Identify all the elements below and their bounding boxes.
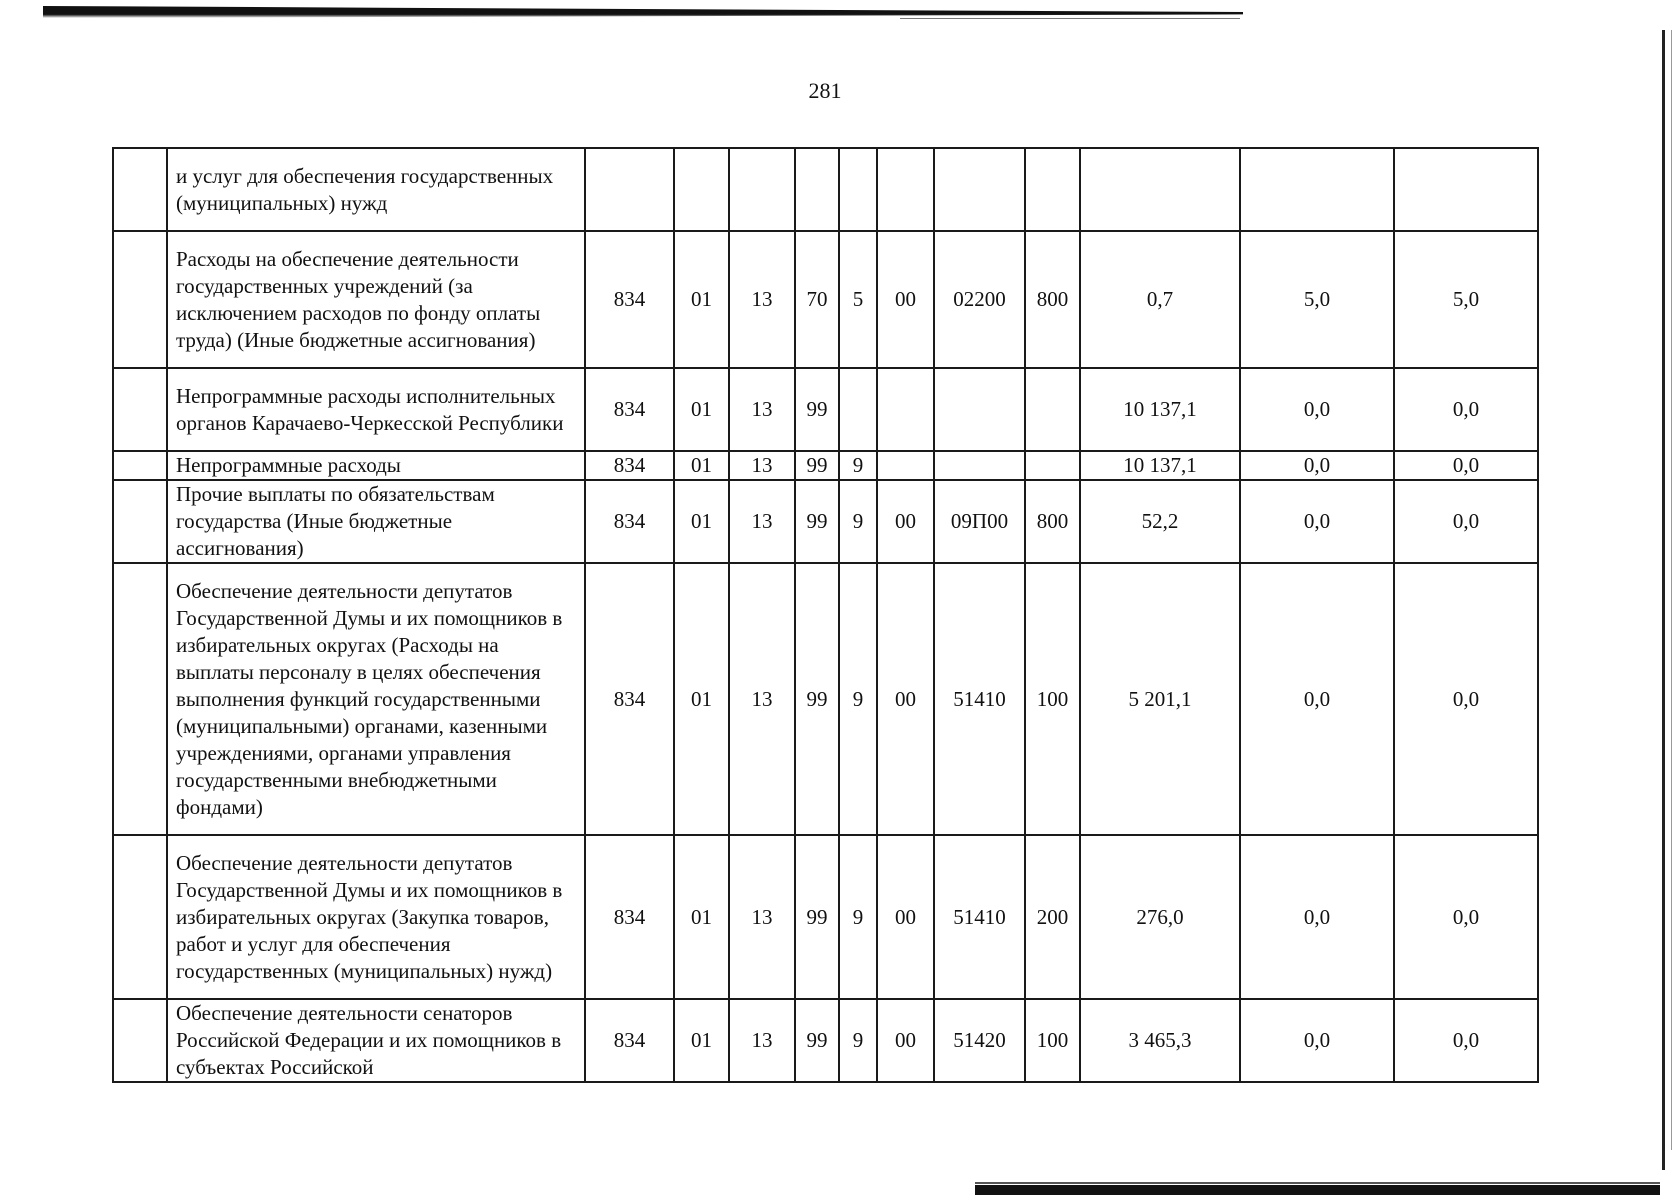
program-cell: 99 bbox=[795, 999, 839, 1082]
row-number-cell bbox=[113, 563, 167, 835]
description-cell: Обеспечение деятельности депутатов Государственной Думы и их помощников в избирательных округах (Расходы на выплаты персоналу в целях обеспечения выполнения функций государственными (муниципальными) органами, казенными учреждениями, органами управления государственными внебюджетными фондами) bbox=[167, 563, 585, 835]
row-number-cell bbox=[113, 999, 167, 1082]
admin-code-cell: 834 bbox=[585, 835, 674, 999]
program-cell: 99 bbox=[795, 563, 839, 835]
table-row bbox=[113, 451, 1538, 480]
admin-code-cell: 834 bbox=[585, 451, 674, 480]
section-cell bbox=[674, 148, 729, 231]
row-number-cell bbox=[113, 368, 167, 451]
section-cell: 01 bbox=[674, 563, 729, 835]
scan-edge-bottom bbox=[975, 1185, 1660, 1195]
admin-code-cell bbox=[585, 148, 674, 231]
section-cell: 01 bbox=[674, 368, 729, 451]
admin-code-cell: 834 bbox=[585, 368, 674, 451]
budget-table bbox=[112, 147, 1539, 1083]
description-cell: и услуг для обеспечения государственных (муниципальных) нужд bbox=[167, 148, 585, 231]
event-cell: 00 bbox=[877, 999, 934, 1082]
direction-cell bbox=[934, 148, 1025, 231]
description-cell: Непрограммные расходы bbox=[167, 451, 585, 480]
direction-cell: 51410 bbox=[934, 563, 1025, 835]
amount-year1-cell: 5 201,1 bbox=[1080, 563, 1240, 835]
event-cell: 00 bbox=[877, 480, 934, 563]
table-row bbox=[113, 368, 1538, 451]
program-cell: 99 bbox=[795, 835, 839, 999]
direction-cell: 09П00 bbox=[934, 480, 1025, 563]
direction-cell: 51420 bbox=[934, 999, 1025, 1082]
amount-year2-cell: 0,0 bbox=[1240, 835, 1394, 999]
table-row bbox=[113, 835, 1538, 999]
subprogram-cell: 9 bbox=[839, 999, 877, 1082]
scan-edge-top bbox=[43, 6, 1243, 18]
table-row bbox=[113, 999, 1538, 1082]
table-row bbox=[113, 231, 1538, 368]
description-cell: Непрограммные расходы исполнительных органов Карачаево-Черкесской Республики bbox=[167, 368, 585, 451]
event-cell: 00 bbox=[877, 563, 934, 835]
amount-year2-cell: 0,0 bbox=[1240, 451, 1394, 480]
subsection-cell: 13 bbox=[729, 451, 795, 480]
scan-edge-right bbox=[1662, 30, 1665, 1170]
page-number: 281 bbox=[808, 78, 842, 103]
section-cell: 01 bbox=[674, 480, 729, 563]
table-row bbox=[113, 480, 1538, 563]
subsection-cell: 13 bbox=[729, 368, 795, 451]
description-cell: Обеспечение деятельности сенаторов Российской Федерации и их помощников в субъектах Российской bbox=[167, 999, 585, 1082]
amount-year1-cell bbox=[1080, 148, 1240, 231]
row-number-cell bbox=[113, 231, 167, 368]
amount-year3-cell: 0,0 bbox=[1394, 368, 1538, 451]
amount-year3-cell: 0,0 bbox=[1394, 480, 1538, 563]
scan-edge-top-thin bbox=[900, 18, 1240, 19]
event-cell: 00 bbox=[877, 835, 934, 999]
event-cell bbox=[877, 451, 934, 480]
amount-year2-cell bbox=[1240, 148, 1394, 231]
admin-code-cell: 834 bbox=[585, 480, 674, 563]
expense-type-cell: 200 bbox=[1025, 835, 1080, 999]
scan-edge-bottom-thin bbox=[975, 1182, 1660, 1184]
admin-code-cell: 834 bbox=[585, 563, 674, 835]
direction-cell bbox=[934, 368, 1025, 451]
admin-code-cell: 834 bbox=[585, 999, 674, 1082]
section-cell: 01 bbox=[674, 999, 729, 1082]
expense-type-cell bbox=[1025, 148, 1080, 231]
program-cell: 99 bbox=[795, 480, 839, 563]
amount-year2-cell: 0,0 bbox=[1240, 999, 1394, 1082]
subprogram-cell bbox=[839, 148, 877, 231]
amount-year1-cell: 0,7 bbox=[1080, 231, 1240, 368]
amount-year1-cell: 10 137,1 bbox=[1080, 368, 1240, 451]
subprogram-cell: 9 bbox=[839, 563, 877, 835]
section-cell: 01 bbox=[674, 451, 729, 480]
direction-cell bbox=[934, 451, 1025, 480]
amount-year1-cell: 52,2 bbox=[1080, 480, 1240, 563]
amount-year2-cell: 5,0 bbox=[1240, 231, 1394, 368]
row-number-cell bbox=[113, 148, 167, 231]
subsection-cell: 13 bbox=[729, 999, 795, 1082]
subprogram-cell: 9 bbox=[839, 835, 877, 999]
amount-year1-cell: 3 465,3 bbox=[1080, 999, 1240, 1082]
amount-year2-cell: 0,0 bbox=[1240, 368, 1394, 451]
admin-code-cell: 834 bbox=[585, 231, 674, 368]
subsection-cell: 13 bbox=[729, 563, 795, 835]
amount-year3-cell: 5,0 bbox=[1394, 231, 1538, 368]
subsection-cell bbox=[729, 148, 795, 231]
scan-edge-right-thin bbox=[1671, 30, 1672, 1150]
table-row bbox=[113, 148, 1538, 231]
subprogram-cell: 9 bbox=[839, 480, 877, 563]
program-cell: 99 bbox=[795, 368, 839, 451]
amount-year3-cell: 0,0 bbox=[1394, 451, 1538, 480]
expense-type-cell: 800 bbox=[1025, 231, 1080, 368]
subprogram-cell: 9 bbox=[839, 451, 877, 480]
description-cell: Прочие выплаты по обязательствам государства (Иные бюджетные ассигнования) bbox=[167, 480, 585, 563]
program-cell bbox=[795, 148, 839, 231]
program-cell: 99 bbox=[795, 451, 839, 480]
description-cell: Обеспечение деятельности депутатов Государственной Думы и их помощников в избирательных округах (Закупка товаров, работ и услуг для обеспечения государственных (муниципальных) нужд) bbox=[167, 835, 585, 999]
amount-year3-cell: 0,0 bbox=[1394, 999, 1538, 1082]
subprogram-cell bbox=[839, 368, 877, 451]
expense-type-cell: 100 bbox=[1025, 563, 1080, 835]
subsection-cell: 13 bbox=[729, 835, 795, 999]
expense-type-cell bbox=[1025, 451, 1080, 480]
event-cell bbox=[877, 148, 934, 231]
expense-type-cell: 800 bbox=[1025, 480, 1080, 563]
amount-year2-cell: 0,0 bbox=[1240, 480, 1394, 563]
section-cell: 01 bbox=[674, 835, 729, 999]
amount-year3-cell: 0,0 bbox=[1394, 563, 1538, 835]
subsection-cell: 13 bbox=[729, 480, 795, 563]
expense-type-cell: 100 bbox=[1025, 999, 1080, 1082]
amount-year2-cell: 0,0 bbox=[1240, 563, 1394, 835]
amount-year3-cell: 0,0 bbox=[1394, 835, 1538, 999]
description-cell: Расходы на обеспечение деятельности государственных учреждений (за исключением расходов по фонду оплаты труда) (Иные бюджетные ассигнования) bbox=[167, 231, 585, 368]
amount-year3-cell bbox=[1394, 148, 1538, 231]
program-cell: 70 bbox=[795, 231, 839, 368]
row-number-cell bbox=[113, 451, 167, 480]
section-cell: 01 bbox=[674, 231, 729, 368]
direction-cell: 51410 bbox=[934, 835, 1025, 999]
direction-cell: 02200 bbox=[934, 231, 1025, 368]
subprogram-cell: 5 bbox=[839, 231, 877, 368]
row-number-cell bbox=[113, 480, 167, 563]
amount-year1-cell: 10 137,1 bbox=[1080, 451, 1240, 480]
event-cell bbox=[877, 368, 934, 451]
expense-type-cell bbox=[1025, 368, 1080, 451]
event-cell: 00 bbox=[877, 231, 934, 368]
amount-year1-cell: 276,0 bbox=[1080, 835, 1240, 999]
table-row bbox=[113, 563, 1538, 835]
subsection-cell: 13 bbox=[729, 231, 795, 368]
row-number-cell bbox=[113, 835, 167, 999]
